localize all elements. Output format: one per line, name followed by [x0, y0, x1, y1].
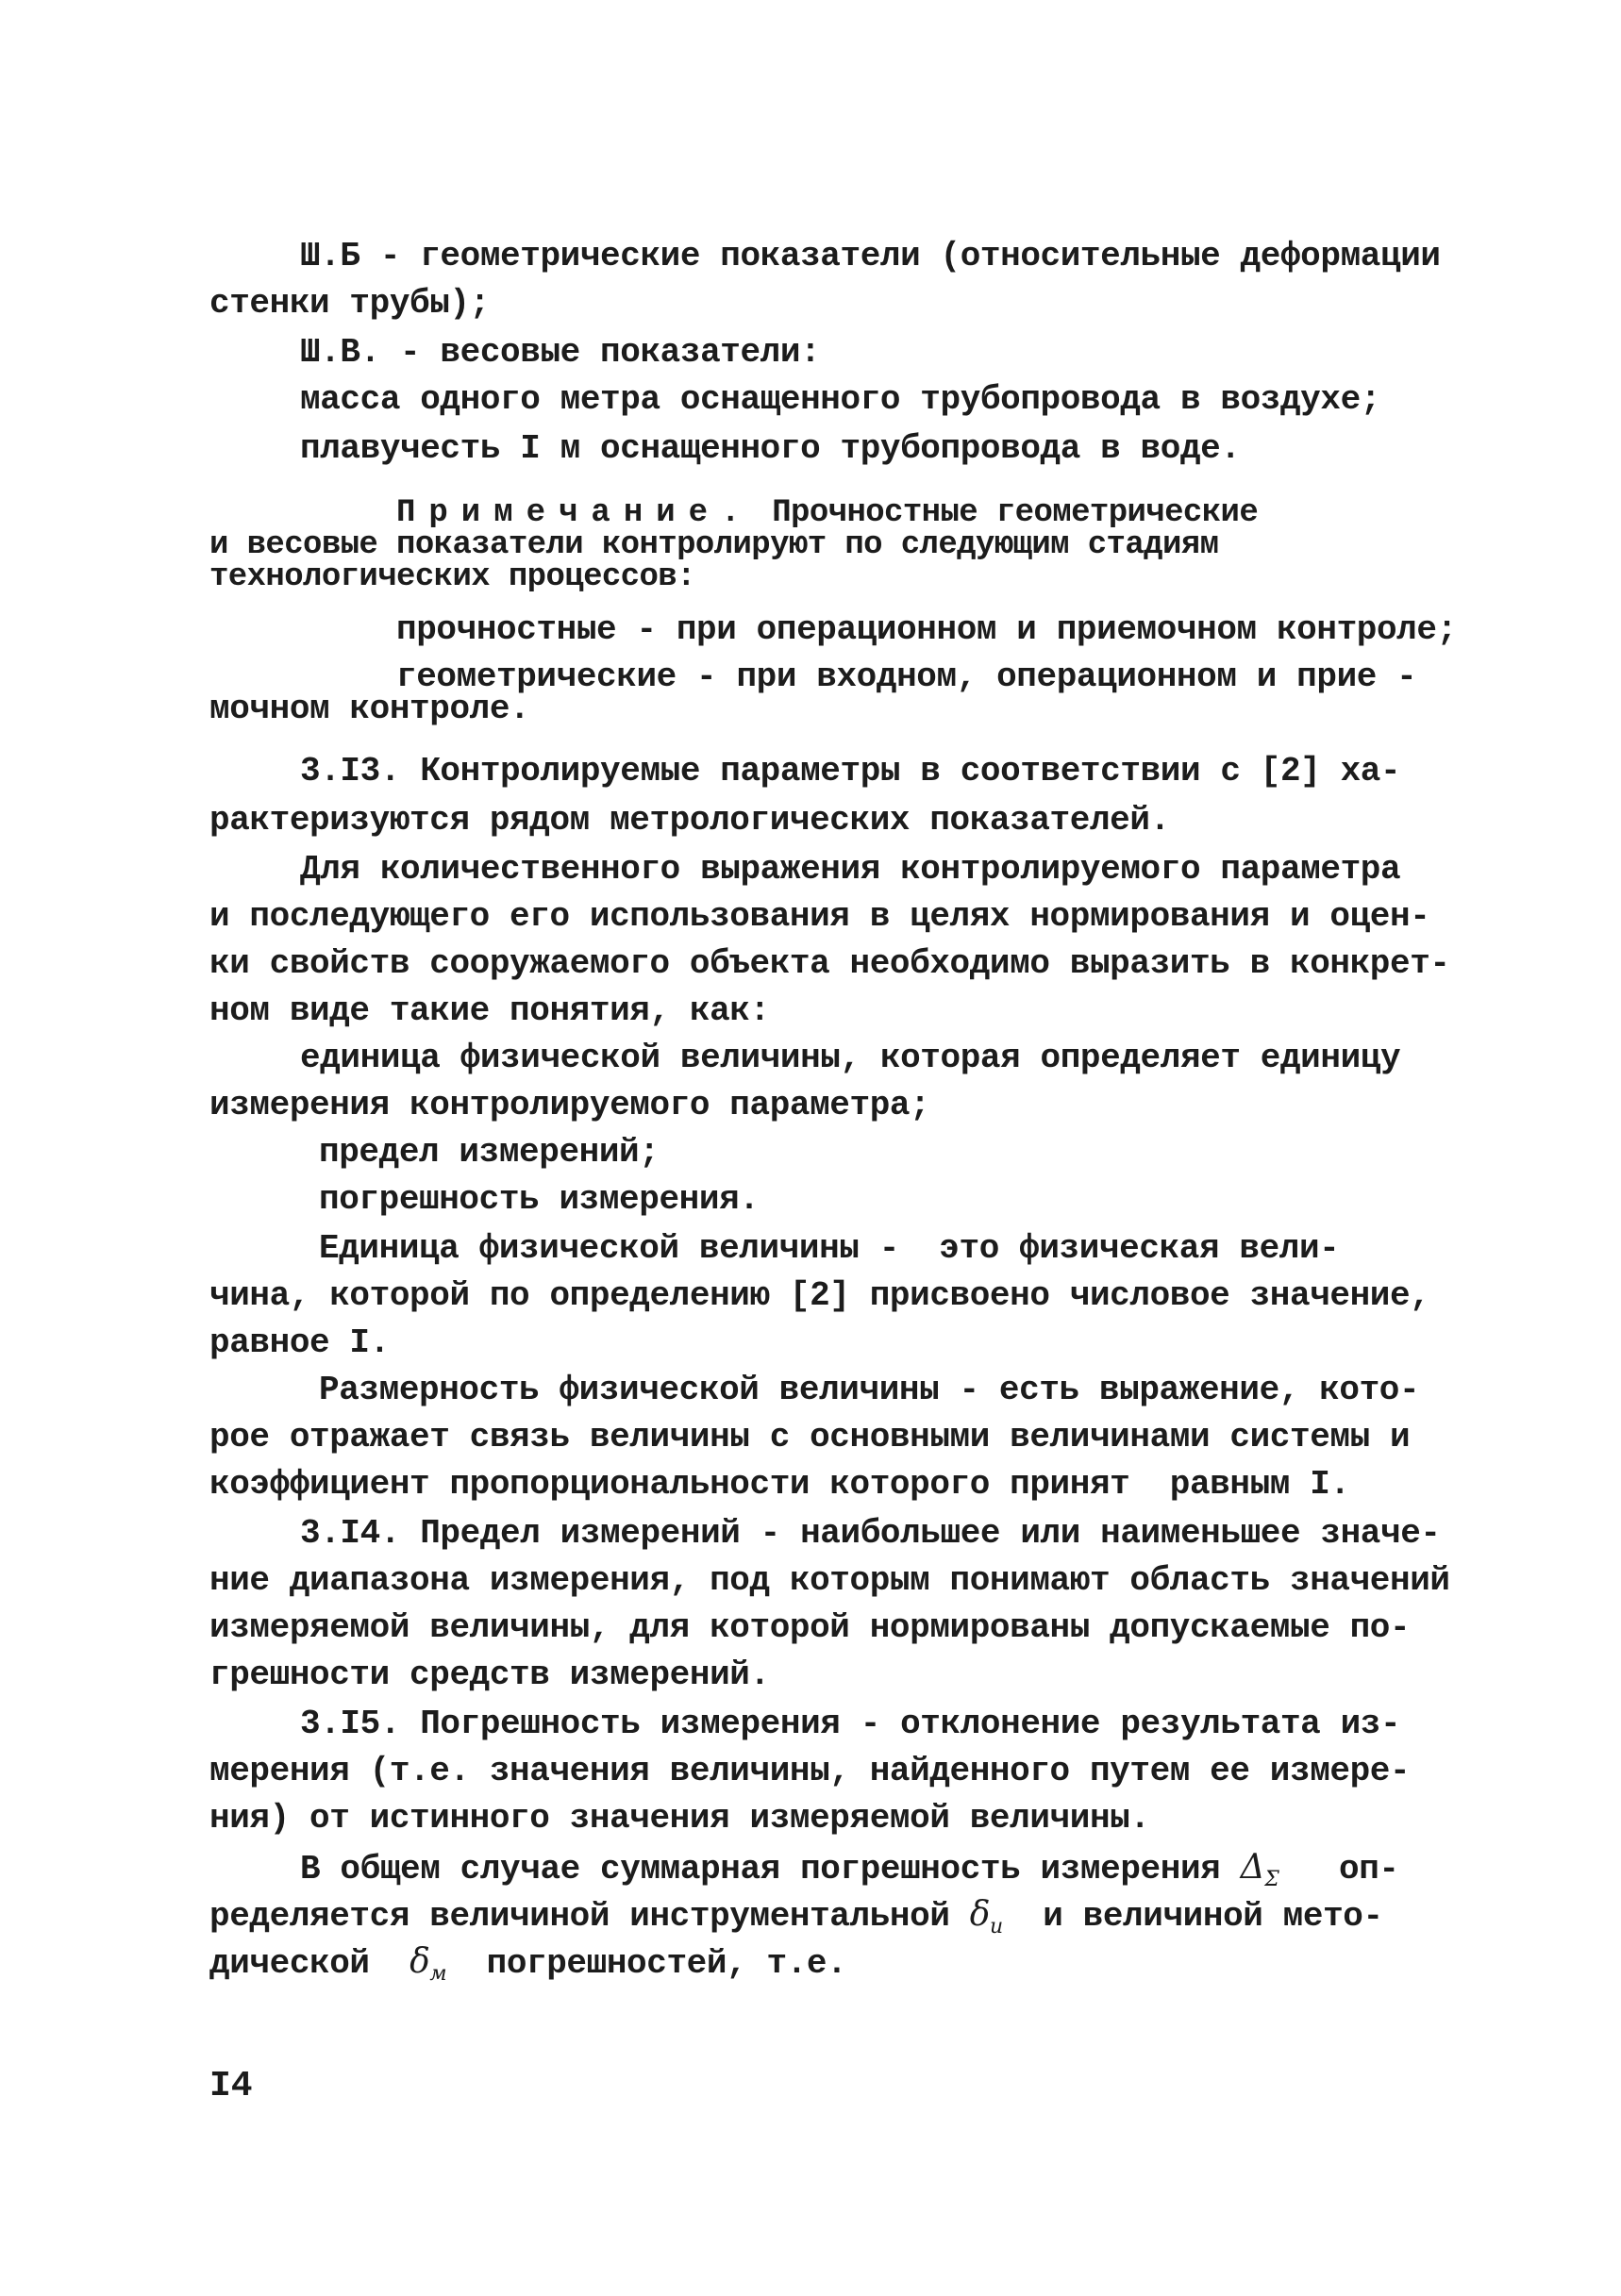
method-error-symbol: $\delta_м$	[409, 1942, 447, 1986]
text-line	[209, 1941, 846, 1995]
note-text: Прочностные геометрические	[753, 495, 1259, 531]
text-line: мерения (т.е. значения величины, найденного путем ее измере-	[209, 1752, 1411, 1790]
definition-term: Единица физической величины - это физическая вели-	[319, 1229, 1340, 1268]
text-fragment: и величиной мето-	[1043, 1897, 1383, 1936]
text-line: ние диапазона измерения, под которым понимают область значений	[209, 1561, 1450, 1600]
text-line: прочностные - при операционном и приемочном контроле;	[396, 610, 1457, 649]
text-line	[300, 1847, 1399, 1901]
text-line: измеряемой величины, для которой нормированы допускаемые по-	[209, 1608, 1411, 1647]
text-line: ния) от истинного значения измеряемой величины.	[209, 1799, 1150, 1838]
text-line: чина, которой по определению [2] присвоено числовое значение,	[209, 1276, 1430, 1315]
text-line: стенки трубы);	[209, 284, 490, 323]
text-fragment: погрешностей, т.е.	[486, 1944, 847, 1983]
text-line: ки свойств сооружаемого объекта необходимо выразить в конкрет-	[209, 944, 1450, 983]
text-line: грешности средств измерений.	[209, 1655, 770, 1694]
text-line: Размерность физической величины - есть выражение, кото-	[319, 1371, 1420, 1409]
text-line: рактеризуются рядом метрологических показателей.	[209, 801, 1170, 840]
text-line: плавучесть I м оснащенного трубопровода в воде.	[300, 429, 1241, 468]
text-line: погрешность измерения.	[319, 1180, 760, 1219]
total-error-symbol: $\Delta_\Sigma$	[1240, 1848, 1279, 1891]
note-line	[396, 496, 1258, 530]
section-3-14: 3.I4. Предел измерений - наибольшее или наименьшее значе-	[300, 1514, 1441, 1553]
text-line: равное I.	[209, 1323, 390, 1362]
section-3-15: 3.I5. Погрешность измерения - отклонение результата из-	[300, 1705, 1401, 1743]
note-line: технологических процессов:	[209, 559, 695, 595]
section-3-13: 3.I3. Контролируемые параметры в соответствии с [2] ха-	[300, 752, 1401, 790]
text-line	[209, 1894, 1383, 1948]
text-line: единица физической величины, которая определяет единицу	[300, 1039, 1401, 1077]
text-line: предел измерений;	[319, 1133, 660, 1172]
text-line: масса одного метра оснащенного трубопровода в воздухе;	[300, 380, 1380, 419]
text-line: Ш.Б - геометрические показатели (относительные деформации	[300, 237, 1441, 275]
text-line: ном виде такие понятия, как:	[209, 991, 770, 1030]
text-line: и последующего его использования в целях нормирования и оцен-	[209, 897, 1430, 936]
text-fragment: ределяется величиной инструментальной	[209, 1897, 950, 1936]
text-line: Ш.В. - весовые показатели:	[300, 333, 821, 372]
instrumental-error-symbol: $\delta_и$	[969, 1895, 1003, 1938]
note-line: и весовые показатели контролируют по следующим стадиям	[209, 527, 1219, 563]
text-fragment: В общем случае суммарная погрешность измерения	[300, 1850, 1221, 1888]
text-line: рое отражает связь величины с основными величинами системы и	[209, 1418, 1411, 1456]
text-line: мочном контроле.	[209, 690, 530, 728]
text-line: коэффициент пропорциональности которого принят равным I.	[209, 1465, 1350, 1504]
page-number: I4	[209, 2066, 253, 2106]
text-line: Для количественного выражения контролируемого параметра	[300, 850, 1401, 889]
text-line: измерения контролируемого параметра;	[209, 1086, 930, 1124]
text-line: геометрические - при входном, операционном и прие -	[396, 657, 1417, 696]
note-label: Примечание.	[396, 495, 754, 531]
text-fragment: дической	[209, 1944, 370, 1983]
text-fragment: оп-	[1338, 1850, 1399, 1888]
